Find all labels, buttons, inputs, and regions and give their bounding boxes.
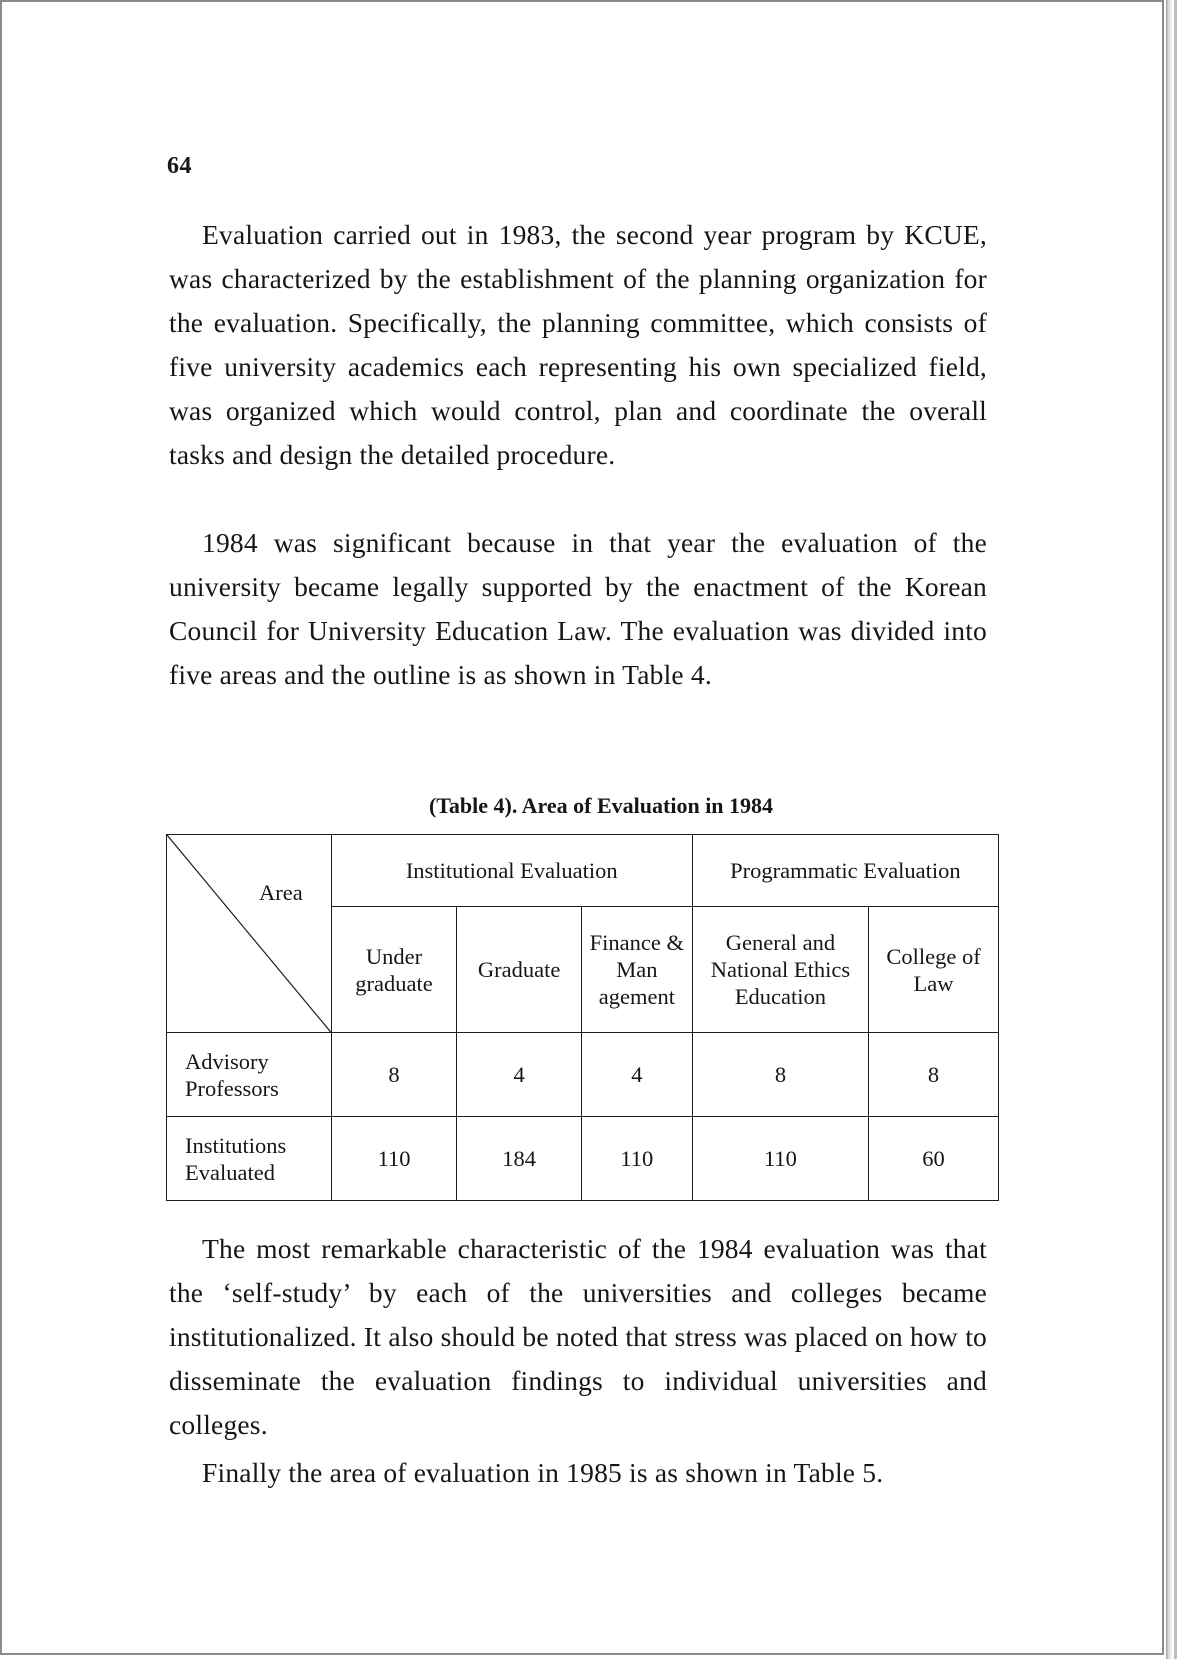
table-caption: (Table 4). Area of Evaluation in 1984 <box>428 793 774 818</box>
table-cell: 4 <box>581 1033 692 1117</box>
table-cell: 4 <box>457 1033 582 1117</box>
page-edge-shadow <box>1174 0 1177 1659</box>
paragraph-3: The most remarkable characteristic of the 1984 evaluation was that the ‘self-study’ by each of the universities and colleges became institutionalized. It also should be noted that stress was placed on how to disseminate the evaluation findings to individual universities and colleges. <box>169 1233 987 1440</box>
table-cell: 110 <box>581 1117 692 1201</box>
table-cell: 110 <box>331 1117 457 1201</box>
table-row <box>167 1117 999 1201</box>
table-cell: 110 <box>692 1117 868 1201</box>
page-number: 64 <box>167 153 192 179</box>
column-header-law: College of Law <box>869 907 999 1033</box>
row-label-advisory: Advisory Professors <box>167 1033 332 1117</box>
diagonal-line <box>167 835 331 1032</box>
paragraph-4: Finally the area of evaluation in 1985 is as shown in Table 5. <box>202 1457 884 1488</box>
page-edge <box>1166 0 1172 1659</box>
row-label-institutions: Institutions Evaluated <box>167 1117 332 1201</box>
column-header-ethics: General and National Ethics Education <box>692 907 868 1033</box>
table-header-row-1 <box>167 835 999 907</box>
table-cell: 8 <box>869 1033 999 1117</box>
column-header-finance: Finance & Man agement <box>581 907 692 1033</box>
column-header-undergraduate: Under graduate <box>331 907 457 1033</box>
corner-label: Area <box>259 880 303 905</box>
group-header-programmatic: Programmatic Evaluation <box>692 835 998 907</box>
table-row <box>167 1033 999 1117</box>
table-cell: 8 <box>692 1033 868 1117</box>
table-cell: 8 <box>331 1033 457 1117</box>
table-cell: 184 <box>457 1117 582 1201</box>
table-cell: 60 <box>869 1117 999 1201</box>
evaluation-table <box>166 834 999 1201</box>
paragraph-2: 1984 was significant because in that year the evaluation of the university became legally supported by the enactment of the Korean Council for University Education Law. The evaluation was divided into five areas and the outline is as shown in Table 4. <box>169 527 987 690</box>
paragraph-1: Evaluation carried out in 1983, the second year program by KCUE, was characterized by the establishment of the planning organization for the evaluation. Specifically, the planning committee, which consists of five university academics each representing his own specialized field, was organized which would control, plan and coordinate the overall tasks and design the detailed procedure. <box>169 219 987 470</box>
table-corner-cell <box>167 835 332 1033</box>
group-header-institutional: Institutional Evaluation <box>331 835 692 907</box>
column-header-graduate: Graduate <box>457 907 582 1033</box>
